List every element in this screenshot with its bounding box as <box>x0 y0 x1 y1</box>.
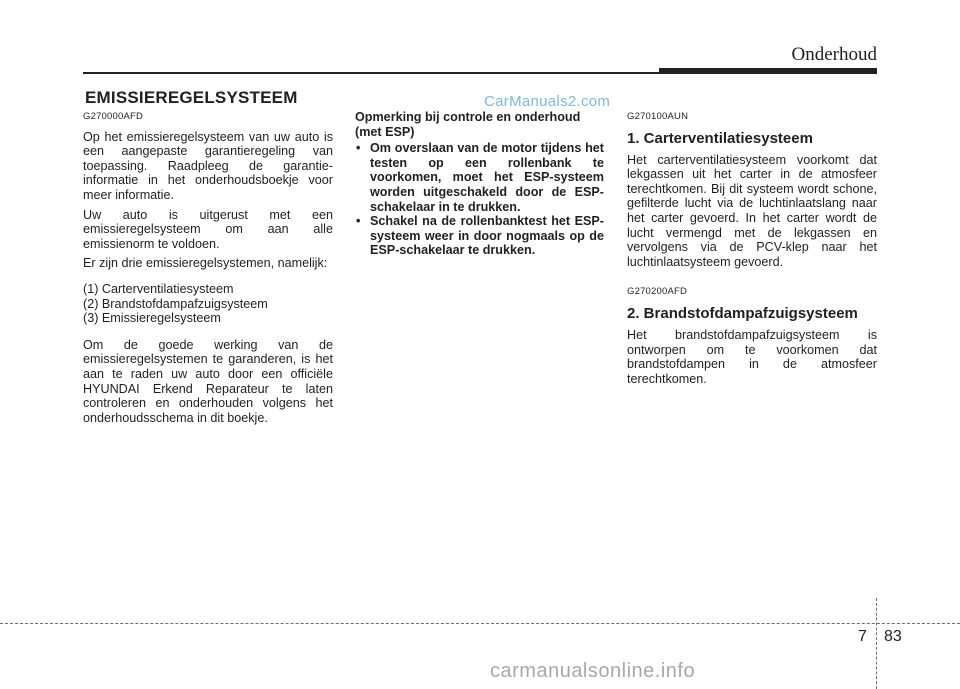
section-code: G270000AFD <box>83 111 144 122</box>
paragraph-three-systems: Er zijn drie emissieregelsystemen, namelijk: <box>83 256 328 271</box>
header-rule <box>83 72 659 74</box>
list-item: (2) Brandstofdampafzuigsysteem <box>83 296 268 311</box>
column-left <box>83 110 333 430</box>
bullet-icon: • <box>356 141 361 156</box>
watermark-bottom: carmanualsonline.info <box>490 660 696 682</box>
subsection-heading: 1. Carterventilatiesysteem <box>627 129 813 147</box>
footer-divider-vertical <box>876 598 877 689</box>
paragraph-warranty: Op het emissieregelsysteem van uw auto is een aangepaste garantieregeling van toepassing. Raadpleeg de garantie-informatie in het onderhoudsboekje voor meer informatie. <box>83 129 333 202</box>
watermark-top: CarManuals2.com <box>484 93 611 110</box>
section-code: G270200AFD <box>627 286 688 298</box>
note-bullet: • Om overslaan van de motor tijdens het testen op een rollenbank te voorkomen, moet het ESP-systeem worden uitgeschakeld door de ESP-schakelaar in te drukken. <box>356 141 604 214</box>
paragraph-equipped: Uw auto is uitgerust met een emissieregelsysteem om aan alle emissienorm te voldoen. <box>83 207 333 251</box>
note-title: Opmerking bij controle en onderhoud (met ESP) <box>355 110 581 139</box>
header-rule-thick <box>659 68 877 74</box>
page-number: 83 <box>884 628 902 645</box>
chapter-number: 7 <box>858 628 867 645</box>
list-item: (3) Emissieregelsysteem <box>83 311 221 326</box>
column-middle <box>355 110 604 258</box>
bullet-icon: • <box>356 214 361 229</box>
paragraph-maintenance: Om de goede werking van de emissieregelsystemen te garanderen, is het aan te raden uw auto door een officiële HYUNDAI Erkend Reparateur te laten controleren en onderhouden volgens het onderhoudsschema in dit boekje. <box>83 337 333 425</box>
chapter-title: Onderhoud <box>791 44 877 65</box>
subsection-heading: 2. Brandstofdampafzuigsysteem <box>627 304 858 322</box>
list-item: (1) Carterventilatiesysteem <box>83 281 234 296</box>
footer-divider <box>0 623 960 624</box>
paragraph-crankcase: Het carterventilatiesysteem voorkomt dat lekgassen uit het carter in de atmosfeer terechtkomen. Bij dit systeem wordt schone, gefilterde lucht via de luchtinlaatslang naar het carter gevoerd. In het carter wordt de lucht vermengd met de lekgassen en vervolgens via de PCV-klep naar het luchtinlaatsysteem gevoerd. <box>627 152 877 269</box>
column-right <box>627 110 877 391</box>
note-bullets <box>355 141 604 258</box>
paragraph-evaporative: Het brandstofdampafzuigsysteem is ontworpen om te voorkomen dat brandstofdampen in de atmosfeer terechtkomen. <box>627 327 877 386</box>
section-code: G270100AUN <box>627 111 689 122</box>
note-bullet: • Schakel na de rollenbanktest het ESP-systeem weer in door nogmaals op de ESP-schakelaar te drukken. <box>356 214 604 258</box>
section-title: EMISSIEREGELSYSTEEM <box>85 88 298 107</box>
